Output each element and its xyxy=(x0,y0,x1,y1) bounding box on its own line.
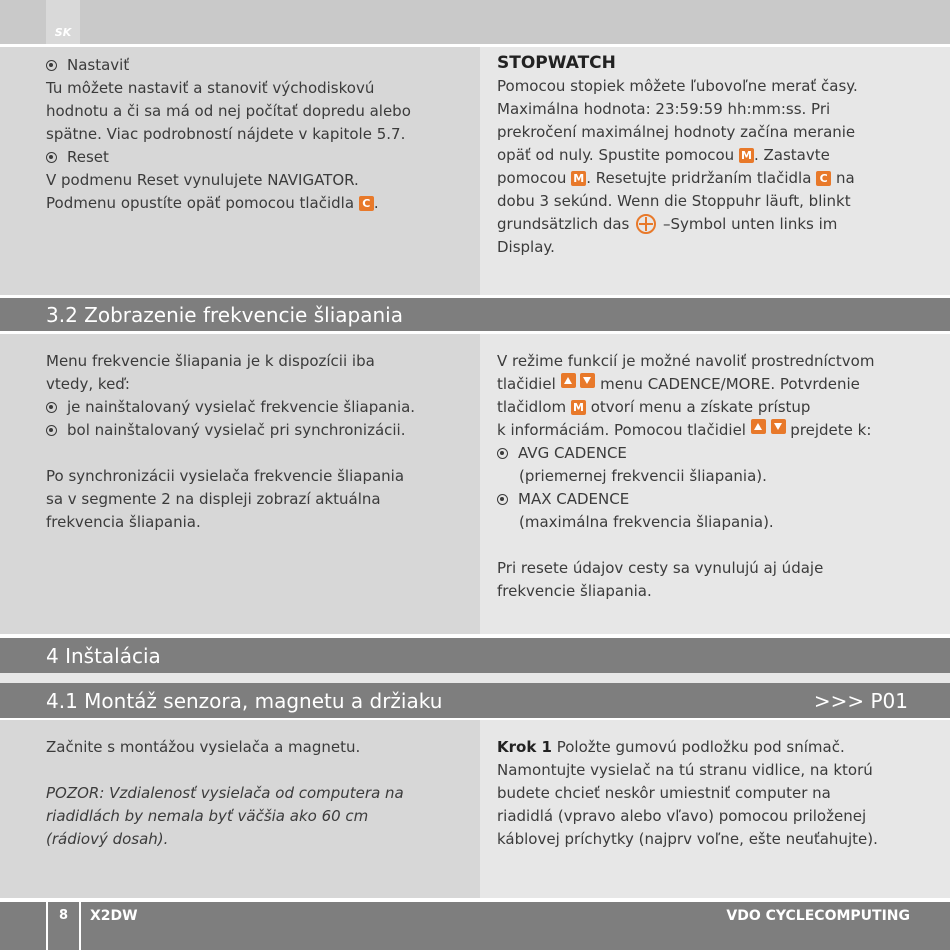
top-bar xyxy=(0,0,950,44)
spacer-band xyxy=(0,673,950,683)
bullet-icon xyxy=(46,425,57,436)
text-line: opäť od nuly. Spustite pomocou xyxy=(497,146,735,164)
text-punct: . xyxy=(373,194,379,212)
text-line: hodnotu a či sa má od nej počítať dopredu alebo xyxy=(46,102,411,120)
text-line: V podmenu Reset vynulujete NAVIGATOR. xyxy=(46,171,359,189)
text-line: riadidlá (vpravo alebo vľavo) pomocou priloženej xyxy=(497,807,867,825)
bullet-icon xyxy=(497,494,508,505)
text-line: Po synchronizácii vysielača frekvencie šliapania xyxy=(46,467,405,485)
top-left-text xyxy=(46,54,411,215)
text-line: dobu 3 sekúnd. Wenn die Stoppuhr läuft, blinkt xyxy=(497,192,851,210)
spacer xyxy=(46,759,404,782)
text-line: tlačidlom xyxy=(497,398,567,416)
step-label: Krok 1 xyxy=(497,738,552,756)
language-tab: SK xyxy=(46,0,80,44)
bottom-left-text xyxy=(46,736,404,851)
bullet-reset: Reset xyxy=(67,148,109,166)
bullet-text: AVG CADENCE xyxy=(518,444,627,462)
up-arrow-key-icon xyxy=(561,373,576,388)
warning-line: POZOR: Vzdialenosť vysielača od computera na xyxy=(46,784,404,802)
mid-right-text xyxy=(497,350,874,603)
bullet-icon xyxy=(497,448,508,459)
bullet-icon xyxy=(46,402,57,413)
bullet-icon xyxy=(46,152,57,163)
text-line: vtedy, keď: xyxy=(46,375,130,393)
text-line: grundsätzlich das xyxy=(497,215,630,233)
section-title: 4 Inštalácia xyxy=(46,643,161,668)
bullet-text: MAX CADENCE xyxy=(518,490,630,508)
text-line: Menu frekvencie šliapania je k dispozícii iba xyxy=(46,352,375,370)
text-line: Display. xyxy=(497,238,555,256)
section-heading xyxy=(0,683,950,718)
c-key-icon: C xyxy=(816,171,831,186)
c-key-icon: C xyxy=(359,196,374,211)
bullet-text: je nainštalovaný vysielač frekvencie šliapania. xyxy=(67,398,416,416)
text-line: spätne. Viac podrobností nájdete v kapitole 5.7. xyxy=(46,125,406,143)
text-line: káblovej príchytky (najprv voľne, ešte neuťahujte). xyxy=(497,830,878,848)
mid-left-text xyxy=(46,350,415,534)
text-line: prekročení maximálnej hodnoty začína meranie xyxy=(497,123,856,141)
text-line: budete chcieť neskôr umiestniť computer na xyxy=(497,784,831,802)
text-line: . Resetujte pridržaním tlačidla xyxy=(586,169,812,187)
text-line: Maximálna hodnota: 23:59:59 hh:mm:ss. Pri xyxy=(497,100,831,118)
text-line: pomocou xyxy=(497,169,567,187)
warning-line: (rádiový dosah). xyxy=(46,830,169,848)
m-key-icon: M xyxy=(571,400,586,415)
model-name: X2DW xyxy=(90,908,138,924)
text-line: Pomocou stopiek môžete ľubovoľne merať časy. xyxy=(497,77,858,95)
page-number: 8 xyxy=(46,902,81,950)
text-line: Tu môžete nastaviť a stanoviť východiskovú xyxy=(46,79,375,97)
section-title: 4.1 Montáž senzora, magnetu a držiaku xyxy=(46,688,443,713)
text-line: (maximálna frekvencia šliapania). xyxy=(519,513,774,531)
brand-name: VDO CYCLECOMPUTING xyxy=(726,908,910,924)
text-line: Začnite s montážou vysielača a magnetu. xyxy=(46,738,361,756)
text-line: frekvencie šliapania. xyxy=(497,582,652,600)
text-line: frekvencia šliapania. xyxy=(46,513,201,531)
text-line: k informáciám. Pomocou tlačidiel xyxy=(497,421,751,439)
m-key-icon: M xyxy=(739,148,754,163)
warning-line: riadidlách by nemala byť väčšia ako 60 cm xyxy=(46,807,369,825)
section-heading xyxy=(0,638,950,673)
text-line: Položte gumovú podložku pod snímač. xyxy=(551,738,845,756)
text-line: Namontujte vysielač na tú stranu vidlice, na ktorú xyxy=(497,761,873,779)
text-line: prejdete k: xyxy=(785,421,872,439)
text-line: (priemernej frekvencii šliapania). xyxy=(519,467,767,485)
text-line: –Symbol unten links im xyxy=(662,215,838,233)
bottom-right-text xyxy=(497,736,878,851)
spacer xyxy=(46,442,415,465)
m-key-icon: M xyxy=(571,171,586,186)
text-line: V režime funkcií je možné navoliť prostredníctvom xyxy=(497,352,875,370)
top-right-text xyxy=(497,52,858,259)
text-line: tlačidiel xyxy=(497,375,556,393)
text-line: Pri resete údajov cesty sa vynulujú aj údaje xyxy=(497,559,824,577)
down-arrow-key-icon xyxy=(771,419,786,434)
text-line: menu CADENCE/MORE. Potvrdenie xyxy=(595,375,860,393)
down-arrow-key-icon xyxy=(580,373,595,388)
section-heading xyxy=(0,298,950,331)
text-line: sa v segmente 2 na displeji zobrazí aktuálna xyxy=(46,490,381,508)
page-reference: >>> P01 xyxy=(813,688,908,713)
spacer xyxy=(497,534,874,557)
text-line: otvorí menu a získate prístup xyxy=(585,398,811,416)
bullet-nastavit: Nastaviť xyxy=(67,56,130,74)
up-arrow-key-icon xyxy=(751,419,766,434)
text-line: . Zastavte xyxy=(753,146,830,164)
bullet-text: bol nainštalovaný vysielač pri synchronizácii. xyxy=(67,421,406,439)
bullet-icon xyxy=(46,60,57,71)
text-line: na xyxy=(831,169,855,187)
stopwatch-title: STOPWATCH xyxy=(497,53,616,73)
section-title: 3.2 Zobrazenie frekvencie šliapania xyxy=(46,302,403,327)
wheel-icon xyxy=(636,214,656,234)
text-line: Podmenu opustíte opäť pomocou tlačidla xyxy=(46,194,355,212)
